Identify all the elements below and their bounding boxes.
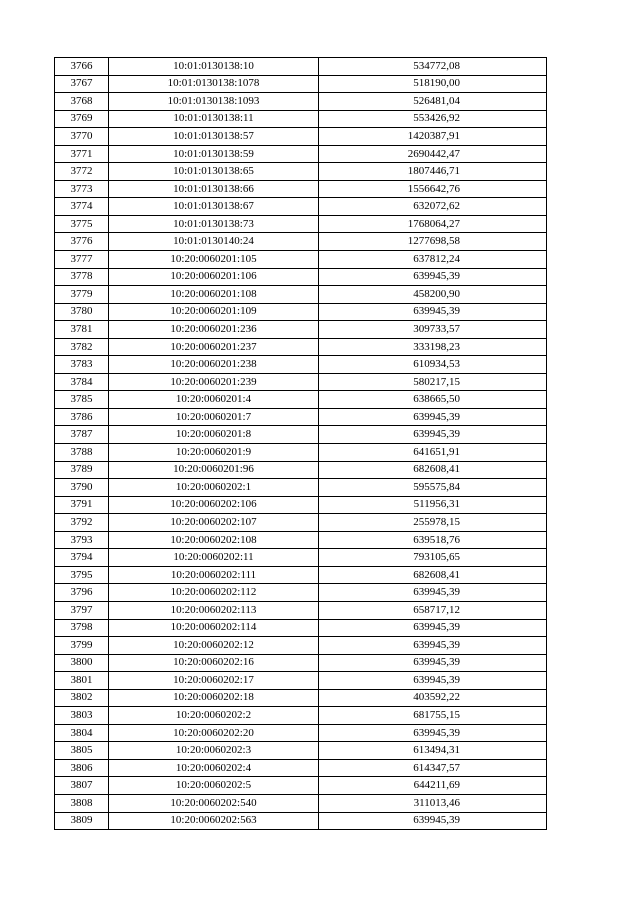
row-number-cell: 3772 xyxy=(55,163,109,181)
row-number-cell: 3775 xyxy=(55,215,109,233)
table-row xyxy=(55,637,547,655)
row-number-cell: 3781 xyxy=(55,321,109,339)
cadastral-value-cell: 1277698,58 xyxy=(319,233,547,251)
cadastral-value-cell: 580217,15 xyxy=(319,373,547,391)
cadastral-value-cell: 639945,39 xyxy=(319,426,547,444)
table-row xyxy=(55,689,547,707)
row-number-cell: 3780 xyxy=(55,303,109,321)
row-number-cell: 3792 xyxy=(55,514,109,532)
table-row xyxy=(55,707,547,725)
row-number-cell: 3787 xyxy=(55,426,109,444)
table-row xyxy=(55,373,547,391)
cadastral-value-cell: 639945,39 xyxy=(319,268,547,286)
cadastral-number-cell: 10:20:0060202:16 xyxy=(109,654,319,672)
cadastral-number-cell: 10:20:0060201:106 xyxy=(109,268,319,286)
table-row xyxy=(55,75,547,93)
table-row xyxy=(55,566,547,584)
cadastral-value-cell: 595575,84 xyxy=(319,479,547,497)
table-row xyxy=(55,444,547,462)
row-number-cell: 3793 xyxy=(55,531,109,549)
table-row xyxy=(55,303,547,321)
row-number-cell: 3777 xyxy=(55,251,109,269)
cadastral-value-cell: 553426,92 xyxy=(319,110,547,128)
cadastral-value-cell: 682608,41 xyxy=(319,461,547,479)
table-row xyxy=(55,777,547,795)
table-row xyxy=(55,145,547,163)
table-row xyxy=(55,654,547,672)
table-row xyxy=(55,251,547,269)
table-row xyxy=(55,198,547,216)
table-row xyxy=(55,128,547,146)
cadastral-number-cell: 10:20:0060202:106 xyxy=(109,496,319,514)
row-number-cell: 3768 xyxy=(55,93,109,111)
row-number-cell: 3788 xyxy=(55,444,109,462)
cadastral-value-cell: 637812,24 xyxy=(319,251,547,269)
table-row xyxy=(55,110,547,128)
cadastral-value-cell: 311013,46 xyxy=(319,794,547,812)
cadastral-number-cell: 10:20:0060202:107 xyxy=(109,514,319,532)
cadastral-number-cell: 10:20:0060202:17 xyxy=(109,672,319,690)
cadastral-value-cell: 1807446,71 xyxy=(319,163,547,181)
cadastral-value-table-container xyxy=(54,57,547,830)
cadastral-number-cell: 10:20:0060202:2 xyxy=(109,707,319,725)
cadastral-number-cell: 10:20:0060202:11 xyxy=(109,549,319,567)
cadastral-number-cell: 10:20:0060201:8 xyxy=(109,426,319,444)
row-number-cell: 3778 xyxy=(55,268,109,286)
row-number-cell: 3776 xyxy=(55,233,109,251)
cadastral-value-cell: 1420387,91 xyxy=(319,128,547,146)
cadastral-value-cell: 1768064,27 xyxy=(319,215,547,233)
cadastral-number-cell: 10:01:0130138:11 xyxy=(109,110,319,128)
table-row xyxy=(55,461,547,479)
row-number-cell: 3770 xyxy=(55,128,109,146)
row-number-cell: 3805 xyxy=(55,742,109,760)
row-number-cell: 3802 xyxy=(55,689,109,707)
cadastral-value-cell: 614347,57 xyxy=(319,759,547,777)
cadastral-value-cell: 639945,39 xyxy=(319,724,547,742)
cadastral-number-cell: 10:01:0130138:65 xyxy=(109,163,319,181)
cadastral-number-cell: 10:20:0060202:12 xyxy=(109,637,319,655)
cadastral-number-cell: 10:01:0130140:24 xyxy=(109,233,319,251)
cadastral-value-cell: 639945,39 xyxy=(319,408,547,426)
table-row xyxy=(55,268,547,286)
cadastral-number-cell: 10:20:0060202:3 xyxy=(109,742,319,760)
cadastral-value-cell: 309733,57 xyxy=(319,321,547,339)
cadastral-value-cell: 534772,08 xyxy=(319,58,547,76)
cadastral-value-cell: 638665,50 xyxy=(319,391,547,409)
cadastral-number-cell: 10:20:0060202:108 xyxy=(109,531,319,549)
cadastral-number-cell: 10:20:0060201:108 xyxy=(109,286,319,304)
table-row xyxy=(55,549,547,567)
cadastral-value-cell: 682608,41 xyxy=(319,566,547,584)
cadastral-value-cell: 658717,12 xyxy=(319,601,547,619)
row-number-cell: 3767 xyxy=(55,75,109,93)
cadastral-number-cell: 10:01:0130138:73 xyxy=(109,215,319,233)
table-row xyxy=(55,286,547,304)
row-number-cell: 3799 xyxy=(55,637,109,655)
cadastral-value-cell: 639945,39 xyxy=(319,654,547,672)
table-row xyxy=(55,496,547,514)
row-number-cell: 3795 xyxy=(55,566,109,584)
row-number-cell: 3782 xyxy=(55,338,109,356)
row-number-cell: 3800 xyxy=(55,654,109,672)
cadastral-number-cell: 10:20:0060202:113 xyxy=(109,601,319,619)
row-number-cell: 3801 xyxy=(55,672,109,690)
table-row xyxy=(55,233,547,251)
table-row xyxy=(55,672,547,690)
cadastral-number-cell: 10:01:0130138:57 xyxy=(109,128,319,146)
table-row xyxy=(55,321,547,339)
cadastral-value-cell: 639945,39 xyxy=(319,812,547,830)
cadastral-value-cell: 639945,39 xyxy=(319,303,547,321)
cadastral-value-cell: 518190,00 xyxy=(319,75,547,93)
table-row xyxy=(55,391,547,409)
cadastral-number-cell: 10:20:0060201:105 xyxy=(109,251,319,269)
cadastral-number-cell: 10:20:0060201:239 xyxy=(109,373,319,391)
table-row xyxy=(55,426,547,444)
row-number-cell: 3798 xyxy=(55,619,109,637)
table-row xyxy=(55,794,547,812)
row-number-cell: 3784 xyxy=(55,373,109,391)
cadastral-value-cell: 639945,39 xyxy=(319,619,547,637)
cadastral-value-cell: 681755,15 xyxy=(319,707,547,725)
table-row xyxy=(55,180,547,198)
cadastral-number-cell: 10:01:0130138:1093 xyxy=(109,93,319,111)
row-number-cell: 3797 xyxy=(55,601,109,619)
cadastral-value-cell: 632072,62 xyxy=(319,198,547,216)
cadastral-number-cell: 10:01:0130138:59 xyxy=(109,145,319,163)
cadastral-value-cell: 639518,76 xyxy=(319,531,547,549)
cadastral-value-cell: 458200,90 xyxy=(319,286,547,304)
row-number-cell: 3783 xyxy=(55,356,109,374)
cadastral-value-cell: 639945,39 xyxy=(319,584,547,602)
cadastral-number-cell: 10:20:0060202:540 xyxy=(109,794,319,812)
cadastral-value-cell: 255978,15 xyxy=(319,514,547,532)
cadastral-number-cell: 10:20:0060201:9 xyxy=(109,444,319,462)
row-number-cell: 3789 xyxy=(55,461,109,479)
table-row xyxy=(55,759,547,777)
table-row xyxy=(55,601,547,619)
table-row xyxy=(55,215,547,233)
cadastral-value-cell: 1556642,76 xyxy=(319,180,547,198)
row-number-cell: 3808 xyxy=(55,794,109,812)
cadastral-number-cell: 10:20:0060202:5 xyxy=(109,777,319,795)
table-row xyxy=(55,724,547,742)
cadastral-number-cell: 10:20:0060201:236 xyxy=(109,321,319,339)
table-row xyxy=(55,742,547,760)
cadastral-number-cell: 10:20:0060202:20 xyxy=(109,724,319,742)
table-row xyxy=(55,514,547,532)
table-row xyxy=(55,531,547,549)
table-row xyxy=(55,163,547,181)
row-number-cell: 3771 xyxy=(55,145,109,163)
table-row xyxy=(55,338,547,356)
table-row xyxy=(55,812,547,830)
cadastral-value-table xyxy=(54,57,547,830)
cadastral-number-cell: 10:20:0060201:109 xyxy=(109,303,319,321)
row-number-cell: 3803 xyxy=(55,707,109,725)
row-number-cell: 3769 xyxy=(55,110,109,128)
cadastral-value-cell: 639945,39 xyxy=(319,637,547,655)
table-row xyxy=(55,58,547,76)
row-number-cell: 3785 xyxy=(55,391,109,409)
row-number-cell: 3806 xyxy=(55,759,109,777)
cadastral-value-cell: 639945,39 xyxy=(319,672,547,690)
row-number-cell: 3796 xyxy=(55,584,109,602)
cadastral-number-cell: 10:20:0060201:7 xyxy=(109,408,319,426)
table-row xyxy=(55,619,547,637)
cadastral-number-cell: 10:20:0060201:237 xyxy=(109,338,319,356)
row-number-cell: 3779 xyxy=(55,286,109,304)
cadastral-value-cell: 793105,65 xyxy=(319,549,547,567)
row-number-cell: 3790 xyxy=(55,479,109,497)
cadastral-number-cell: 10:20:0060201:238 xyxy=(109,356,319,374)
cadastral-number-cell: 10:20:0060201:96 xyxy=(109,461,319,479)
row-number-cell: 3794 xyxy=(55,549,109,567)
row-number-cell: 3766 xyxy=(55,58,109,76)
cadastral-value-cell: 644211,69 xyxy=(319,777,547,795)
cadastral-number-cell: 10:20:0060202:18 xyxy=(109,689,319,707)
cadastral-value-cell: 613494,31 xyxy=(319,742,547,760)
row-number-cell: 3786 xyxy=(55,408,109,426)
cadastral-number-cell: 10:20:0060202:114 xyxy=(109,619,319,637)
cadastral-number-cell: 10:01:0130138:66 xyxy=(109,180,319,198)
row-number-cell: 3791 xyxy=(55,496,109,514)
table-row xyxy=(55,408,547,426)
row-number-cell: 3804 xyxy=(55,724,109,742)
cadastral-number-cell: 10:20:0060202:1 xyxy=(109,479,319,497)
cadastral-value-cell: 333198,23 xyxy=(319,338,547,356)
cadastral-number-cell: 10:01:0130138:10 xyxy=(109,58,319,76)
cadastral-number-cell: 10:20:0060201:4 xyxy=(109,391,319,409)
cadastral-value-cell: 526481,04 xyxy=(319,93,547,111)
cadastral-number-cell: 10:01:0130138:67 xyxy=(109,198,319,216)
row-number-cell: 3807 xyxy=(55,777,109,795)
cadastral-number-cell: 10:01:0130138:1078 xyxy=(109,75,319,93)
row-number-cell: 3773 xyxy=(55,180,109,198)
cadastral-number-cell: 10:20:0060202:111 xyxy=(109,566,319,584)
table-row xyxy=(55,93,547,111)
cadastral-number-cell: 10:20:0060202:4 xyxy=(109,759,319,777)
row-number-cell: 3809 xyxy=(55,812,109,830)
row-number-cell: 3774 xyxy=(55,198,109,216)
cadastral-value-cell: 511956,31 xyxy=(319,496,547,514)
cadastral-value-cell: 641651,91 xyxy=(319,444,547,462)
cadastral-number-cell: 10:20:0060202:563 xyxy=(109,812,319,830)
cadastral-number-cell: 10:20:0060202:112 xyxy=(109,584,319,602)
cadastral-value-cell: 610934,53 xyxy=(319,356,547,374)
table-row xyxy=(55,479,547,497)
table-body xyxy=(55,58,547,830)
table-row xyxy=(55,356,547,374)
cadastral-value-cell: 2690442,47 xyxy=(319,145,547,163)
table-row xyxy=(55,584,547,602)
cadastral-value-cell: 403592,22 xyxy=(319,689,547,707)
